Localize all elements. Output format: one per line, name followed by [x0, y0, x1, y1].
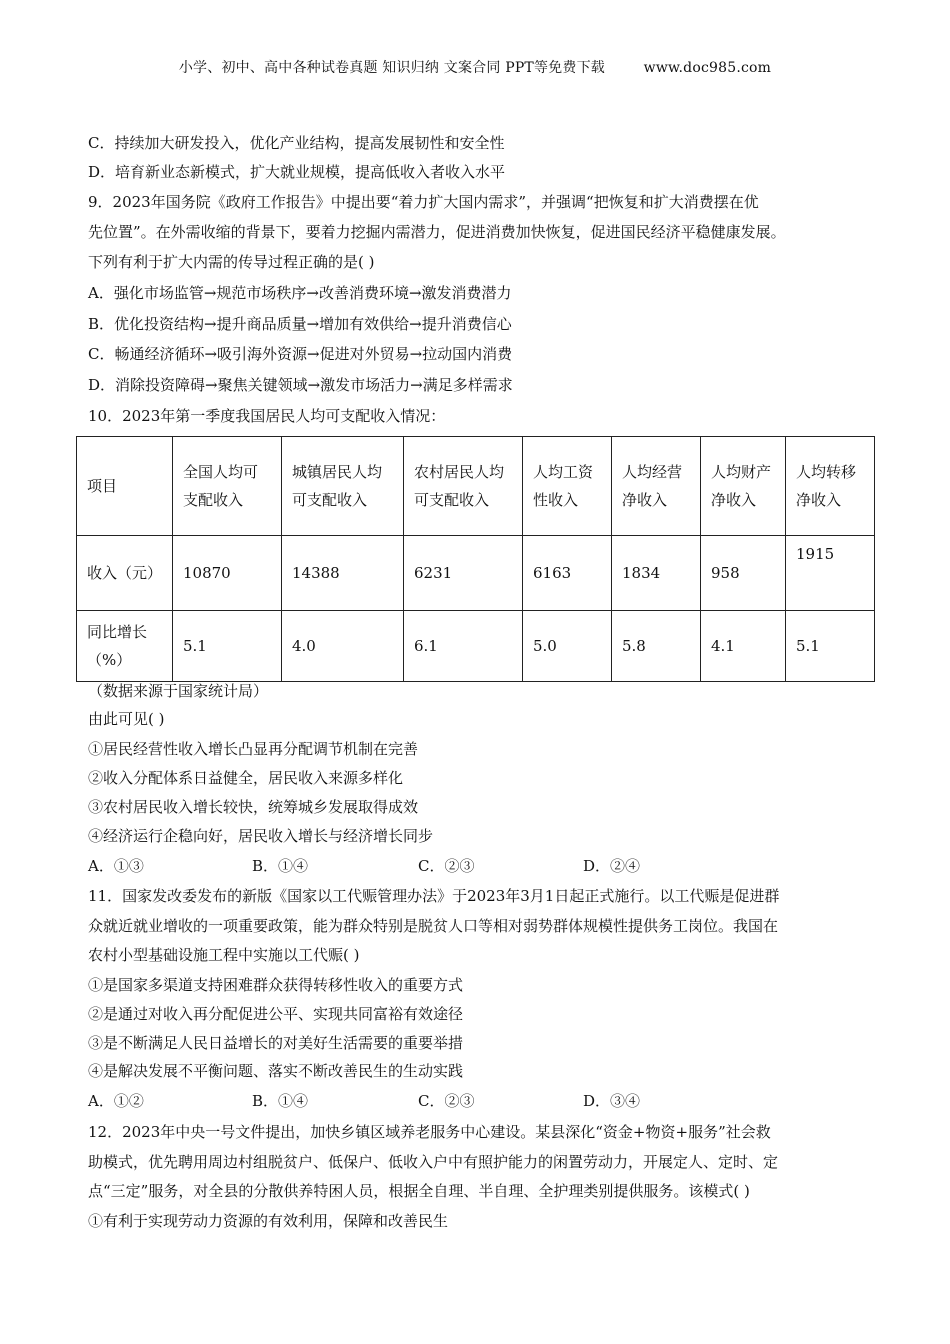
header-text: 小学、初中、高中各种试卷真题 知识归纳 文案合同 PPT等免费下载: [178, 60, 605, 76]
choice-a[interactable]: A．①②: [88, 1092, 144, 1110]
table-cell: 6.1: [404, 611, 523, 682]
table-row-growth: [77, 611, 875, 682]
q9-option-d: D．消除投资障碍→聚焦关键领域→激发市场活力→满足多样需求: [88, 376, 513, 394]
table-header-cell: 项目: [77, 437, 173, 536]
q12-statement: ①有利于实现劳动力资源的有效利用，保障和改善民生: [88, 1212, 449, 1230]
table-cell: 4.1: [701, 611, 786, 682]
q9-option-a: A．强化市场监管→规范市场秩序→改善消费环境→激发消费潜力: [88, 284, 512, 302]
table-row-income: [77, 536, 875, 611]
q11-statement: ④是解决发展不平衡问题、落实不断改善民生的生动实践: [88, 1062, 464, 1080]
table-header-cell: 农村居民人均可支配收入: [404, 437, 523, 536]
table-cell: 6231: [404, 536, 523, 611]
table-cell: 6163: [523, 536, 612, 611]
q11-statement: ③是不断满足人民日益增长的对美好生活需要的重要举措: [88, 1034, 464, 1052]
income-table: [76, 436, 875, 682]
q9-stem-line: 9．2023年国务院《政府工作报告》中提出要“着力扩大国内需求”，并强调“把恢复和扩大消费摆在优: [88, 193, 759, 211]
q12-stem-line: 助模式，优先聘用周边村组脱贫户、低保户、低收入户中有照护能力的闲置劳动力，开展定人、定时、定: [88, 1153, 779, 1171]
table-cell: 14388: [282, 536, 404, 611]
q11-stem-line: 众就近就业增收的一项重要政策，能为群众特别是脱贫人口等相对弱势群体规模性提供务工岗位。我国在: [88, 917, 779, 935]
table-cell: 958: [701, 536, 786, 611]
table-header-cell: 人均经营净收入: [612, 437, 701, 536]
choice-b[interactable]: B．①④: [252, 857, 309, 875]
table-header-cell: 全国人均可支配收入: [173, 437, 282, 536]
q11-stem-line: 11．国家发改委发布的新版《国家以工代赈管理办法》于2023年3月1日起正式施行。以工代赈是促进群: [88, 887, 780, 905]
q11-stem-line: 农村小型基础设施工程中实施以工代赈( ): [88, 946, 360, 964]
q10-statement: ①居民经营性收入增长凸显再分配调节机制在完善: [88, 740, 419, 758]
q9-option-b: B．优化投资结构→提升商品质量→增加有效供给→提升消费信心: [88, 315, 512, 333]
q12-stem-line: 点“三定”服务，对全县的分散供养特困人员，根据全自理、半自理、全护理类别提供服务。该模式( ): [88, 1182, 750, 1200]
q10-statement: ④经济运行企稳向好，居民收入增长与经济增长同步: [88, 827, 434, 845]
choice-d[interactable]: D．②④: [583, 857, 641, 875]
q10-prompt: 由此可见( ): [88, 710, 165, 728]
table-header-cell: 城镇居民人均可支配收入: [282, 437, 404, 536]
table-header-cell: 人均工资性收入: [523, 437, 612, 536]
table-row-label: 收入（元）: [77, 536, 173, 611]
table-cell: 4.0: [282, 611, 404, 682]
table-header-row: [77, 437, 875, 536]
q11-statement: ①是国家多渠道支持困难群众获得转移性收入的重要方式: [88, 976, 464, 994]
table-cell: 1915: [786, 536, 875, 611]
q10-statement: ②收入分配体系日益健全，居民收入来源多样化: [88, 769, 404, 787]
q8-option-c: C．持续加大研发投入，优化产业结构，提高发展韧性和安全性: [88, 134, 505, 152]
table-cell: 5.0: [523, 611, 612, 682]
table-cell: 10870: [173, 536, 282, 611]
q10-choices: [88, 856, 788, 876]
table-row-label: 同比增长（%）: [77, 611, 173, 682]
q12-stem-line: 12．2023年中央一号文件提出，加快乡镇区域养老服务中心建设。某县深化“资金+物资+服务”社会救: [88, 1123, 771, 1141]
q11-statement: ②是通过对收入再分配促进公平、实现共同富裕有效途径: [88, 1005, 464, 1023]
choice-b[interactable]: B．①④: [252, 1092, 309, 1110]
table-cell: 5.1: [173, 611, 282, 682]
q9-stem-line: 下列有利于扩大内需的传导过程正确的是( ): [88, 253, 375, 271]
page-header: [0, 57, 950, 77]
choice-c[interactable]: C．②③: [418, 857, 475, 875]
table-cell: 5.8: [612, 611, 701, 682]
table-header-cell: 人均转移净收入: [786, 437, 875, 536]
q9-option-c: C．畅通经济循环→吸引海外资源→促进对外贸易→拉动国内消费: [88, 345, 513, 363]
choice-c[interactable]: C．②③: [418, 1092, 475, 1110]
header-url[interactable]: www.doc985.com: [643, 60, 772, 76]
q10-source: （数据来源于国家统计局）: [88, 682, 269, 700]
choice-d[interactable]: D．③④: [583, 1092, 641, 1110]
table-cell: 5.1: [786, 611, 875, 682]
table-cell: 1834: [612, 536, 701, 611]
q10-stem: 10．2023年第一季度我国居民人均可支配收入情况：: [88, 407, 446, 425]
choice-a[interactable]: A．①③: [88, 857, 144, 875]
q8-option-d: D．培育新业态新模式，扩大就业规模，提高低收入者收入水平: [88, 163, 506, 181]
q10-statement: ③农村居民收入增长较快，统筹城乡发展取得成效: [88, 798, 419, 816]
q11-choices: [88, 1091, 788, 1111]
table-header-cell: 人均财产净收入: [701, 437, 786, 536]
q9-stem-line: 先位置”。在外需收缩的背景下，要着力挖掘内需潜力，促进消费加快恢复，促进国民经济平稳健康发展。: [88, 223, 786, 241]
